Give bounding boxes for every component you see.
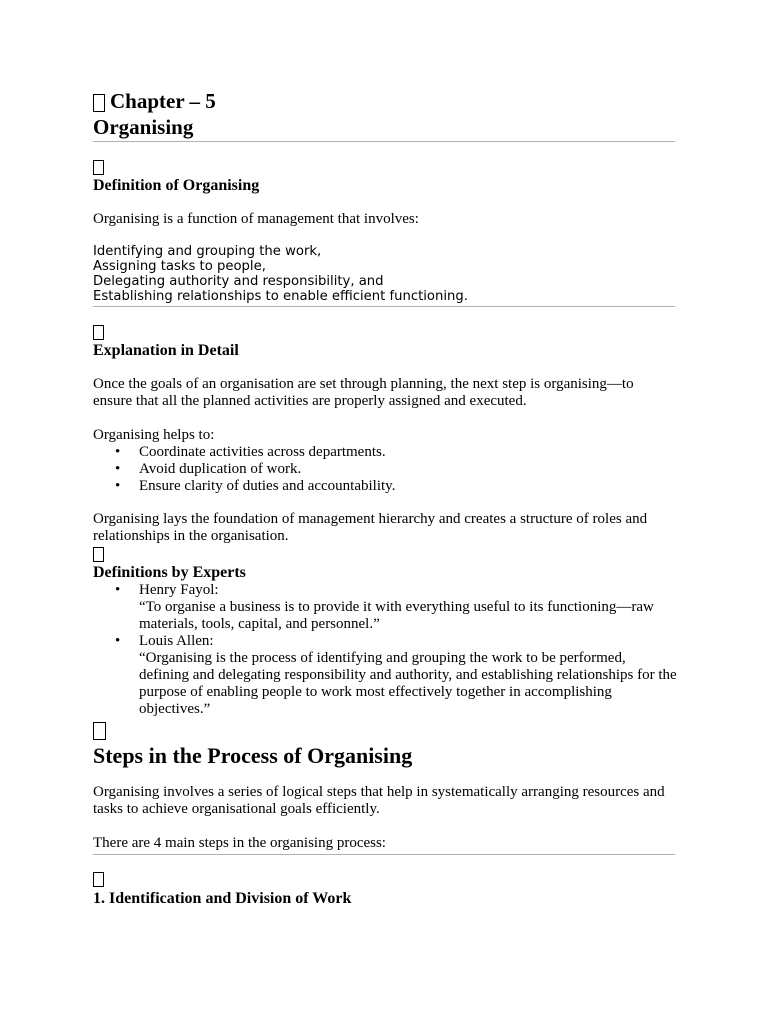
explanation-paragraph: Once the goals of an organisation are set through planning, the next step is organising—to ensure that all the planned activities are properly assigned and executed. <box>93 376 634 409</box>
missing-glyph-icon <box>93 872 104 887</box>
experts-list <box>93 582 679 718</box>
helps-intro: Organising helps to: <box>93 427 215 443</box>
steps-paragraph: Organising involves a series of logical steps that help in systematically arranging resources and tasks to achieve organisational goals efficiently. <box>93 784 665 817</box>
divider <box>93 306 675 307</box>
steps-paragraph: There are 4 main steps in the organising process: <box>93 835 386 851</box>
missing-glyph-icon <box>93 160 104 175</box>
step1-heading: 1. Identification and Division of Work <box>93 890 352 907</box>
explanation-paragraph: Organising lays the foundation of management hierarchy and creates a structure of roles and relationships in the organisation. <box>93 511 648 544</box>
definition-intro: Organising is a function of management that involves: <box>93 211 419 227</box>
definition-heading: Definition of Organising <box>93 177 260 194</box>
missing-glyph-icon <box>93 325 104 340</box>
expert-item <box>93 582 679 633</box>
expert-quote: “To organise a business is to provide it with everything useful to its functioning—raw materials, tools, capital, and personnel.” <box>139 599 654 632</box>
expert-quote: “Organising is the process of identifying and grouping the work to be performed, defining and delegating responsibility and authority, and establishing relationships for the purpose of enabling people to work most effectively together in accomplishing objectives.” <box>139 650 677 717</box>
experts-heading: Definitions by Experts <box>93 564 246 581</box>
helps-list <box>93 444 679 495</box>
list-item: • Avoid duplication of work. <box>93 461 679 478</box>
definition-item: Assigning tasks to people, <box>93 259 266 274</box>
definition-item: Delegating authority and responsibility, and <box>93 274 384 289</box>
missing-glyph-icon <box>93 547 104 562</box>
list-item: • Ensure clarity of duties and accountability. <box>93 478 679 495</box>
explanation-heading: Explanation in Detail <box>93 342 239 359</box>
definition-item: Identifying and grouping the work, <box>93 244 322 259</box>
steps-heading: Steps in the Process of Organising <box>93 743 413 768</box>
expert-item <box>93 633 679 718</box>
expert-name: • Louis Allen: <box>139 633 214 649</box>
chapter-subtitle: Organising <box>93 115 194 139</box>
divider <box>93 141 675 142</box>
list-item: • Coordinate activities across departments. <box>93 444 679 461</box>
chapter-title: Chapter – 5 <box>93 88 216 114</box>
divider <box>93 854 675 855</box>
expert-name: • Henry Fayol: <box>139 582 219 598</box>
missing-glyph-icon <box>93 94 105 112</box>
definition-item: Establishing relationships to enable efficient functioning. <box>93 289 468 304</box>
missing-glyph-icon <box>93 722 106 740</box>
